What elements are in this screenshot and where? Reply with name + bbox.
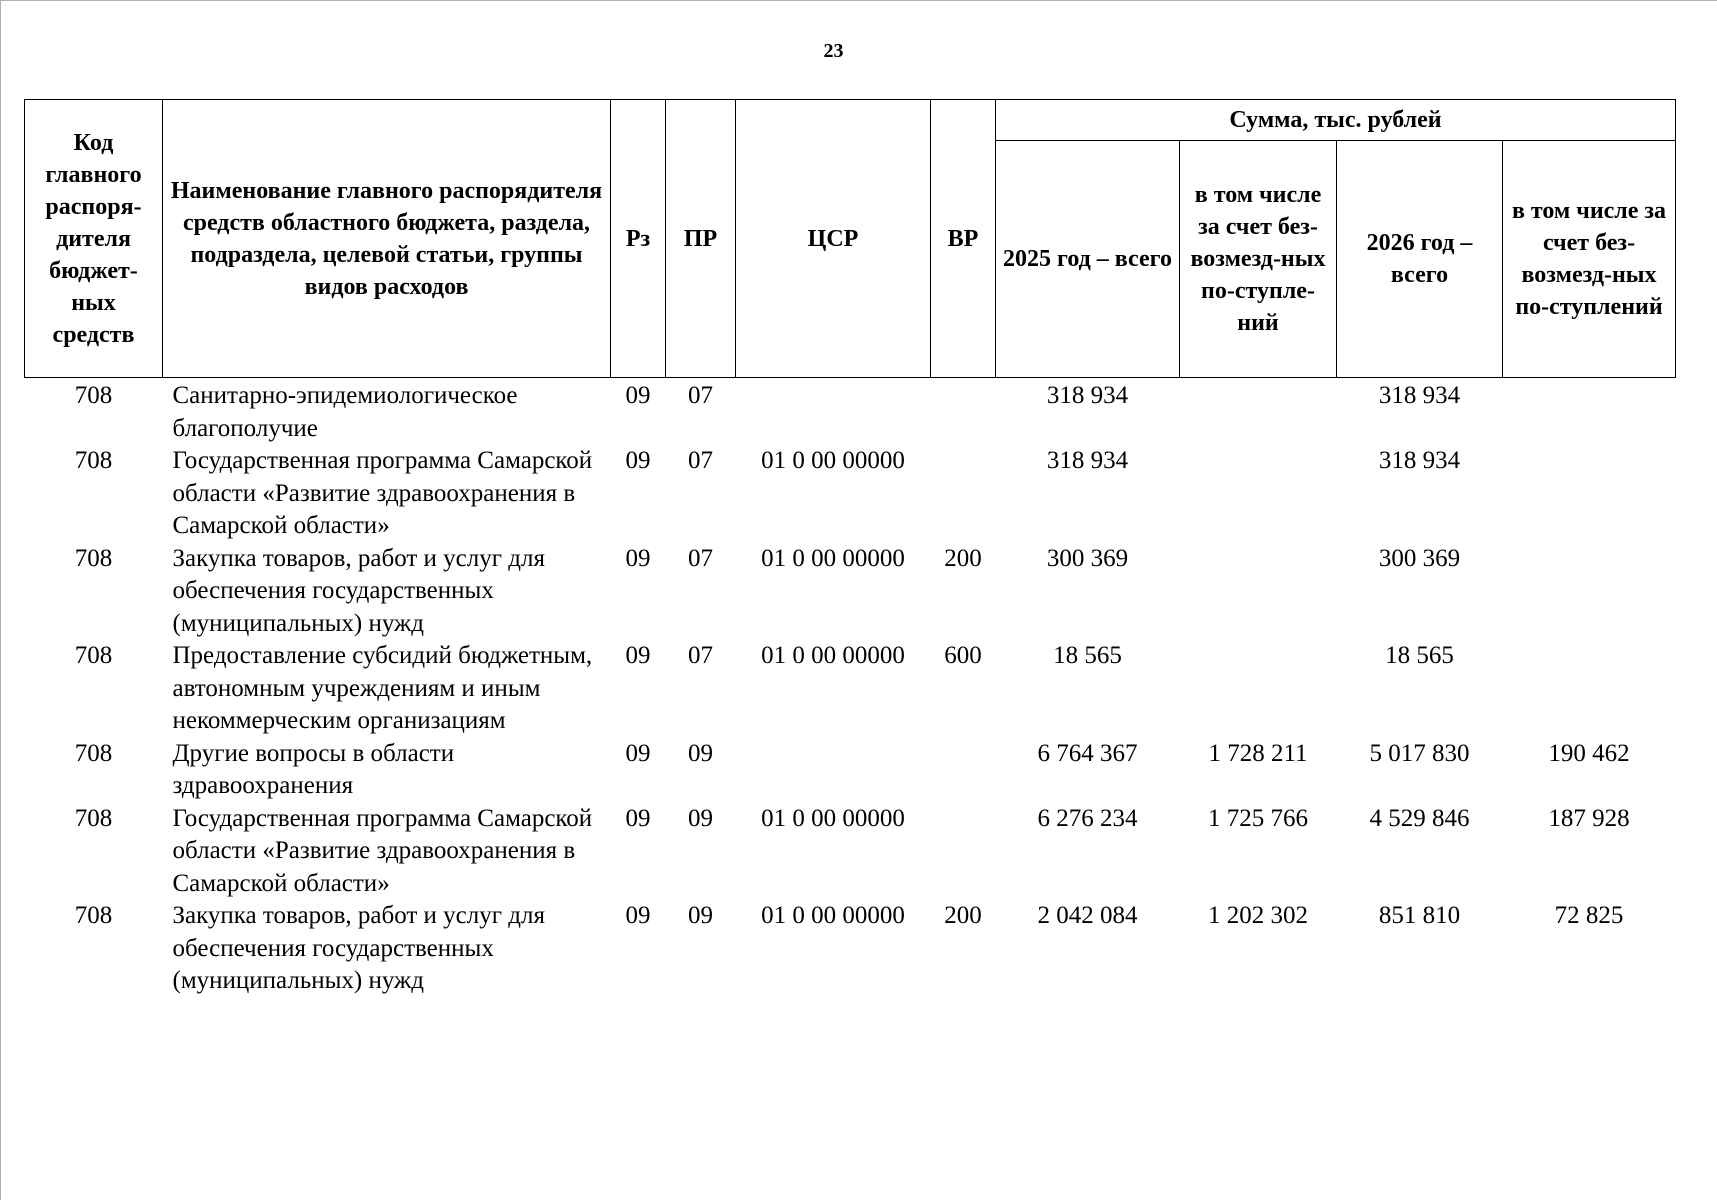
row-pr: 09	[688, 902, 713, 929]
row-vr	[931, 445, 996, 543]
row-vr: 200	[944, 902, 982, 929]
row-2025-grants	[1180, 445, 1337, 543]
row-csr: 01 0 00 00000	[761, 447, 905, 474]
header-2026-grants: в том числе за счет без-возмезд-ных по-ступлений	[1503, 141, 1676, 378]
page-border-left	[0, 0, 1, 1200]
row-2026-grants	[1503, 378, 1676, 446]
row-2025-total: 300 369	[1046, 544, 1129, 572]
row-vr	[931, 738, 996, 803]
header-name: Наименование главного распорядителя средств областного бюджета, раздела, подраздела, целевой статьи, группы видов расходов	[163, 100, 611, 378]
header-vr: ВР	[931, 100, 996, 378]
row-name: Государственная программа Самарской области «Развитие здравоохранения в Самарской области»	[172, 447, 593, 539]
row-name: Санитарно-эпидемиологическое благополучие	[172, 382, 518, 442]
row-code: 708	[74, 642, 113, 669]
table-body	[25, 378, 1676, 998]
row-2026-grants	[1503, 543, 1676, 641]
row-pr: 09	[688, 739, 713, 767]
header-sum-group: Сумма, тыс. рублей	[996, 100, 1676, 141]
row-2026-total: 5 017 830	[1369, 739, 1470, 767]
row-rz: 09	[625, 447, 651, 474]
row-2026-grants: 190 462	[1548, 739, 1630, 767]
row-rz: 09	[625, 902, 651, 929]
row-pr: 09	[688, 804, 713, 832]
row-2026-grants: 187 928	[1548, 804, 1630, 832]
row-2025-grants	[1180, 378, 1337, 446]
table-row	[25, 378, 1676, 446]
row-2026-grants	[1503, 640, 1676, 738]
header-2025-grants: в том числе за счет без-возмезд-ных по-ступле-ний	[1180, 141, 1337, 378]
row-2026-total: 318 934	[1378, 447, 1461, 474]
header-2025-total: 2025 год – всего	[996, 141, 1180, 378]
row-code: 708	[74, 544, 113, 572]
row-2026-total: 318 934	[1378, 382, 1461, 409]
budget-table	[24, 99, 1676, 998]
row-2026-total: 851 810	[1378, 902, 1461, 929]
row-2025-grants	[1180, 543, 1337, 641]
row-2025-total: 6 276 234	[1037, 804, 1138, 832]
header-2026-total: 2026 год – всего	[1337, 141, 1503, 378]
row-csr: 01 0 00 00000	[761, 902, 905, 929]
row-2026-grants	[1503, 445, 1676, 543]
row-2025-grants: 1 728 211	[1208, 739, 1308, 767]
row-rz: 09	[625, 804, 651, 832]
row-name: Другие вопросы в области здравоохранения	[172, 739, 455, 799]
row-vr	[931, 378, 996, 446]
row-2025-grants: 1 725 766	[1208, 804, 1308, 832]
row-2026-grants: 72 825	[1554, 902, 1624, 929]
row-2026-total: 300 369	[1378, 544, 1461, 572]
row-code: 708	[74, 902, 113, 929]
row-vr	[931, 803, 996, 901]
row-rz: 09	[625, 642, 651, 669]
table-row	[25, 738, 1676, 803]
row-csr: 01 0 00 00000	[761, 804, 905, 832]
row-pr: 07	[688, 544, 713, 572]
row-2025-grants: 1 202 302	[1208, 902, 1308, 929]
header-code: Код главного распоря-дителя бюджет-ных средств	[25, 100, 163, 378]
row-rz: 09	[625, 382, 651, 409]
table-row	[25, 445, 1676, 543]
row-code: 708	[74, 382, 113, 409]
table-row	[25, 543, 1676, 641]
row-2025-grants	[1180, 640, 1337, 738]
row-2025-total: 318 934	[1046, 382, 1129, 409]
row-name: Предоставление субсидий бюджетным, автономным учреждениям и иным некоммерческим организациям	[172, 642, 593, 734]
row-pr: 07	[688, 642, 713, 669]
table-row	[25, 900, 1676, 998]
table-row	[25, 640, 1676, 738]
row-2026-total: 18 565	[1385, 642, 1454, 669]
header-csr: ЦСР	[736, 100, 931, 378]
table-row	[25, 803, 1676, 901]
row-csr: 01 0 00 00000	[761, 642, 905, 669]
row-rz: 09	[625, 544, 651, 572]
row-2025-total: 18 565	[1053, 642, 1122, 669]
row-2026-total: 4 529 846	[1369, 804, 1470, 832]
row-csr	[736, 738, 931, 803]
header-rz: Рз	[611, 100, 666, 378]
row-code: 708	[74, 804, 113, 832]
row-name: Закупка товаров, работ и услуг для обеспечения государственных (муниципальных) нужд	[172, 544, 545, 637]
page-border-top	[0, 0, 1717, 1]
row-2025-total: 6 764 367	[1037, 739, 1138, 767]
row-2025-total: 2 042 084	[1037, 902, 1138, 929]
row-rz: 09	[625, 739, 651, 767]
row-csr	[736, 378, 931, 446]
row-code: 708	[74, 739, 113, 767]
row-code: 708	[74, 447, 113, 474]
row-vr: 200	[944, 544, 982, 572]
row-2025-total: 318 934	[1046, 447, 1129, 474]
row-pr: 07	[688, 382, 713, 409]
page-number: 23	[823, 40, 844, 62]
header-pr: ПР	[666, 100, 736, 378]
row-name: Государственная программа Самарской области «Развитие здравоохранения в Самарской области»	[172, 804, 593, 897]
row-pr: 07	[688, 447, 713, 474]
row-csr: 01 0 00 00000	[761, 544, 905, 572]
row-vr: 600	[944, 642, 982, 669]
row-name: Закупка товаров, работ и услуг для обеспечения государственных (муниципальных) нужд	[172, 902, 545, 994]
